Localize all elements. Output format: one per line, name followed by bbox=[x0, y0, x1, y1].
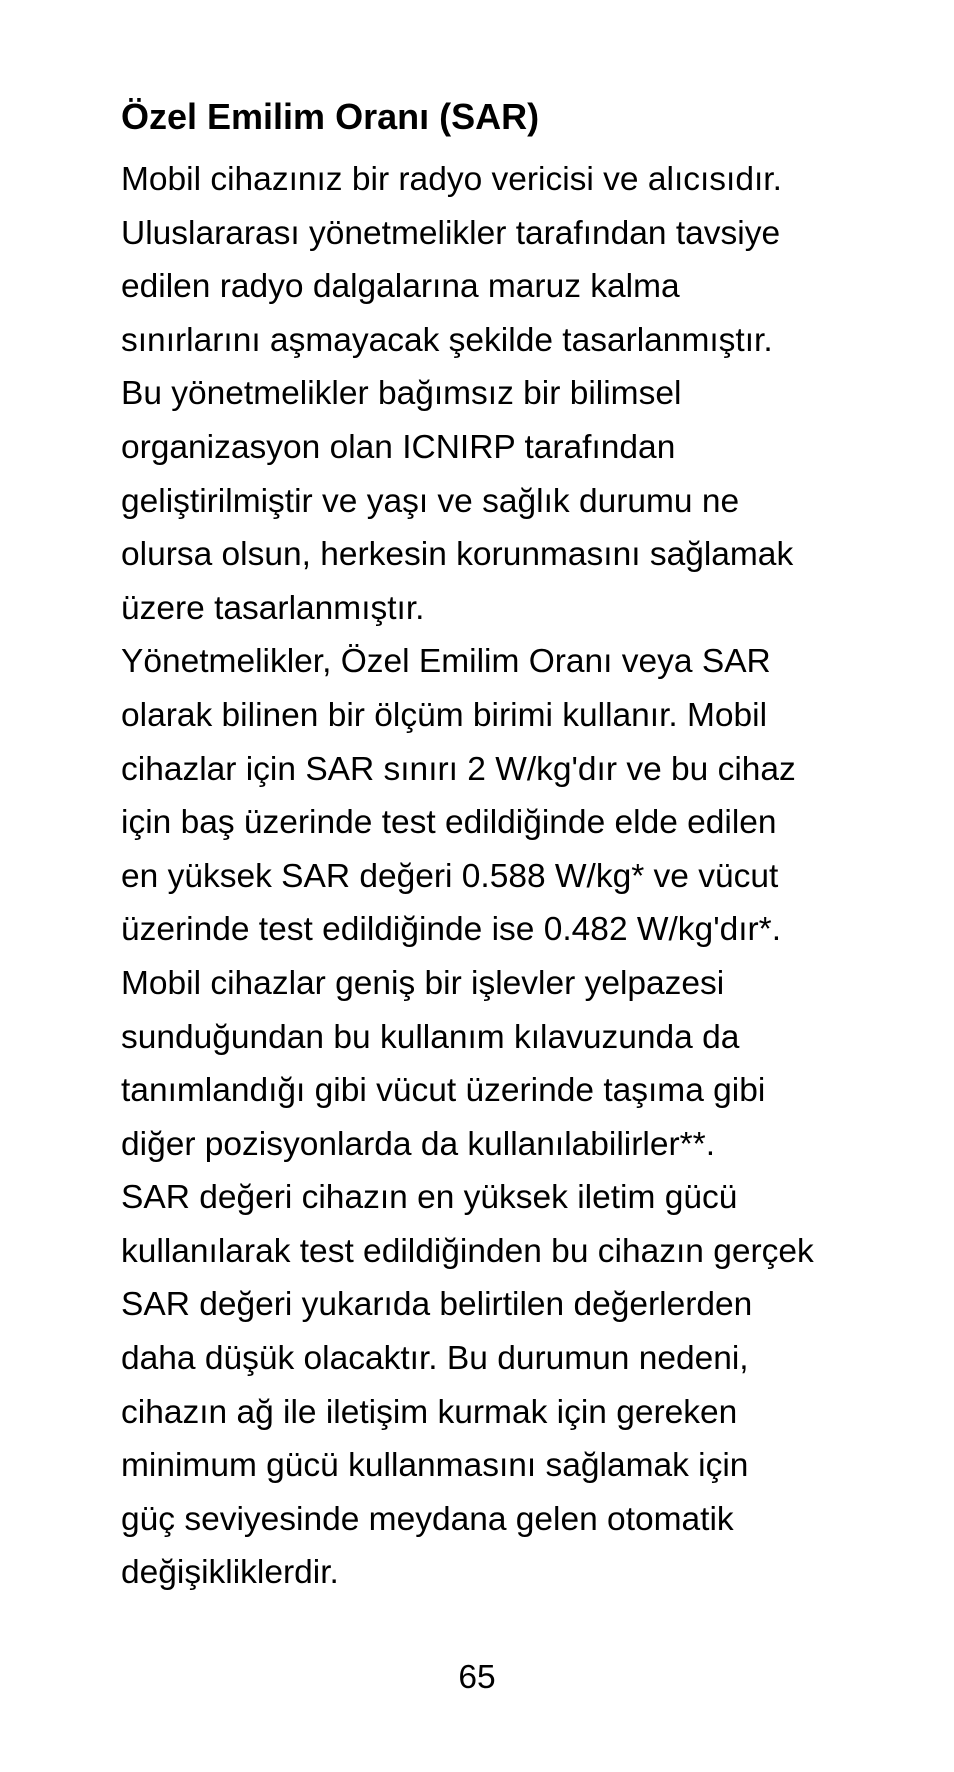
text-line: diğer pozisyonlarda da kullanılabilirler**. bbox=[121, 1125, 716, 1163]
text-line: olursa olsun, herkesin korunmasını sağlamak bbox=[121, 536, 794, 574]
text-line: için baş üzerinde test edildiğinde elde edilen bbox=[121, 804, 777, 842]
section-title: Özel Emilim Oranı (SAR) bbox=[121, 96, 540, 137]
text-line: olarak bilinen bir ölçüm birimi kullanır. Mobil bbox=[121, 696, 768, 734]
text-line: SAR değeri cihazın en yüksek iletim gücü bbox=[121, 1179, 738, 1217]
text-line: üzere tasarlanmıştır. bbox=[121, 589, 425, 627]
text-line: minimum gücü kullanmasını sağlamak için bbox=[121, 1447, 749, 1485]
text-line: en yüksek SAR değeri 0.588 W/kg* ve vücut bbox=[121, 857, 779, 895]
text-line: kullanılarak test edildiğinden bu cihazın gerçek bbox=[121, 1232, 814, 1270]
text-line: Mobil cihazınız bir radyo vericisi ve alıcısıdır. bbox=[121, 161, 782, 198]
text-line: Bu yönetmelikler bağımsız bir bilimsel bbox=[121, 375, 682, 413]
text-line: Yönetmelikler, Özel Emilim Oranı veya SAR bbox=[121, 643, 771, 681]
text-line: daha düşük olacaktır. Bu durumun nedeni, bbox=[121, 1340, 749, 1378]
text-line: üzerinde test edildiğinde ise 0.482 W/kg'dır*. bbox=[121, 911, 782, 949]
text-line: organizasyon olan ICNIRP tarafından bbox=[121, 428, 676, 466]
text-line: cihazın ağ ile iletişim kurmak için gereken bbox=[121, 1393, 738, 1431]
text-line: cihazlar için SAR sınırı 2 W/kg'dır ve bu cihaz bbox=[121, 750, 796, 788]
text-line: geliştirilmiştir ve yaşı ve sağlık durumu ne bbox=[121, 482, 740, 520]
page-number: 65 bbox=[458, 1659, 496, 1696]
text-line: değişikliklerdir. bbox=[121, 1554, 339, 1592]
body-text bbox=[121, 153, 901, 1600]
text-line: sınırlarını aşmayacak şekilde tasarlanmıştır. bbox=[121, 321, 773, 359]
text-line: tanımlandığı gibi vücut üzerinde taşıma gibi bbox=[121, 1072, 766, 1110]
text-line: sunduğundan bu kullanım kılavuzunda da bbox=[121, 1018, 740, 1056]
text-line: edilen radyo dalgalarına maruz kalma bbox=[121, 268, 680, 306]
text-line: güç seviyesinde meydana gelen otomatik bbox=[121, 1500, 734, 1538]
text-line: SAR değeri yukarıda belirtilen değerlerden bbox=[121, 1286, 753, 1324]
text-line: Mobil cihazlar geniş bir işlevler yelpazesi bbox=[121, 964, 725, 1002]
text-line: Uluslararası yönetmelikler tarafından tavsiye bbox=[121, 214, 781, 252]
